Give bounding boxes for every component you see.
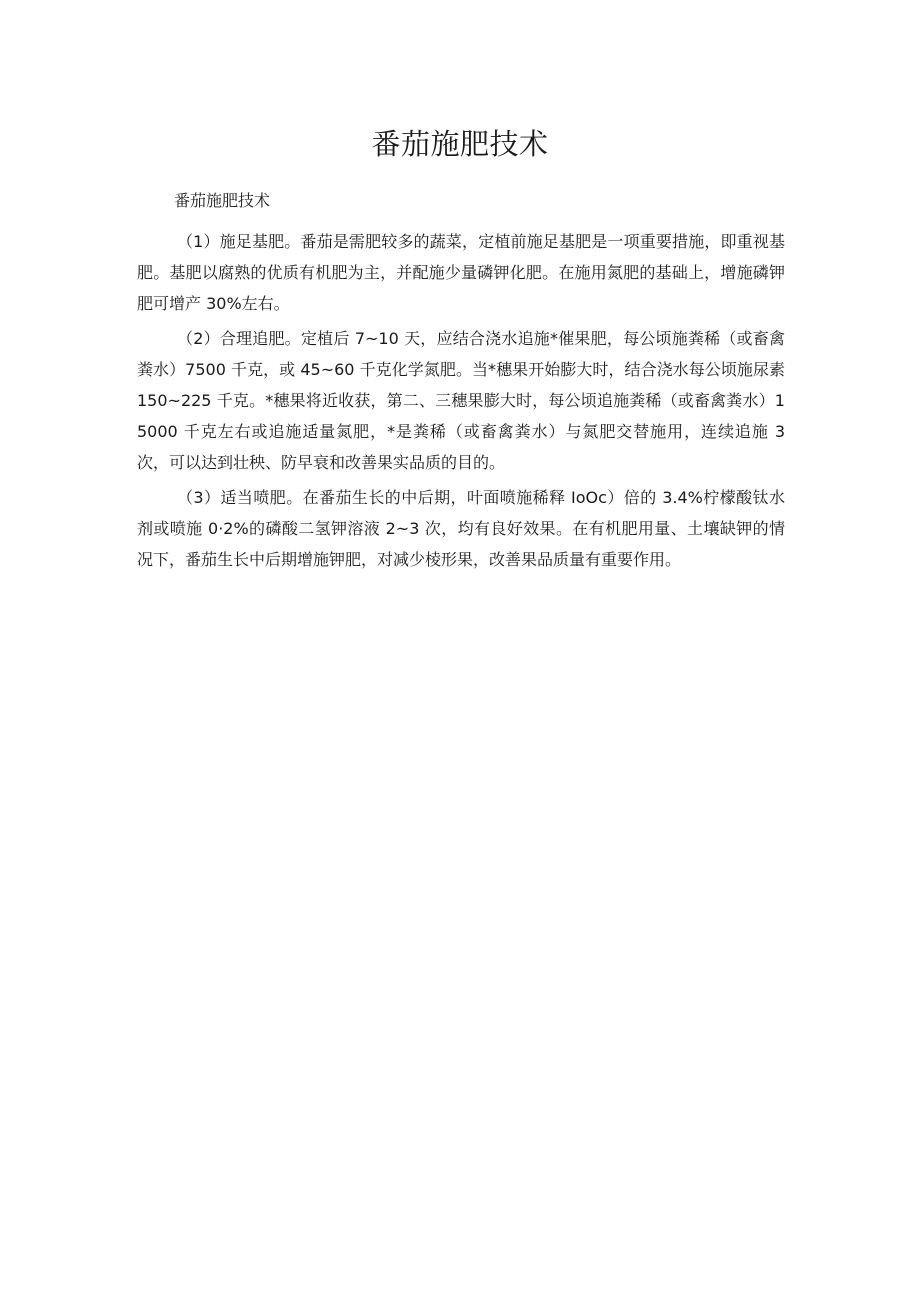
document-subtitle: 番茄施肥技术	[174, 191, 271, 210]
document-body	[137, 226, 785, 579]
paragraph-base-fertilizer: （1）施足基肥。番茄是需肥较多的蔬菜，定植前施足基肥是一项重要措施，即重视基肥。基肥以腐熟的优质有机肥为主，并配施少量磷钾化肥。在施用氮肥的基础上，增施磷钾肥可增产 30%左右。	[137, 232, 785, 313]
paragraph-top-dressing: （2）合理追肥。定植后 7~10 天，应结合浇水追施*催果肥，每公顷施粪稀（或畜禽粪水）7500 千克，或 45~60 千克化学氮肥。当*穗果开始膨大时，结合浇水每公顷施尿素 150~225 千克。*穗果将近收获，第二、三穗果膨大时，每公顷追施粪稀（或畜禽粪水）15000 千克左右或追施适量氮肥，*是粪稀（或畜禽粪水）与氮肥交替施用，连续追施 3 次，可以达到壮秧、防早衰和改善果实品质的目的。	[137, 329, 785, 472]
document-title: 番茄施肥技术	[371, 127, 549, 161]
paragraph-foliar-spray: （3）适当喷肥。在番茄生长的中后期，叶面喷施稀释 IoOc）倍的 3.4%柠檬酸钛水剂或喷施 0·2%的磷酸二氢钾溶液 2~3 次，均有良好效果。在有机肥用量、土壤缺钾的情况下，番茄生长中后期增施钾肥，对减少棱形果，改善果品质量有重要作用。	[137, 488, 785, 569]
